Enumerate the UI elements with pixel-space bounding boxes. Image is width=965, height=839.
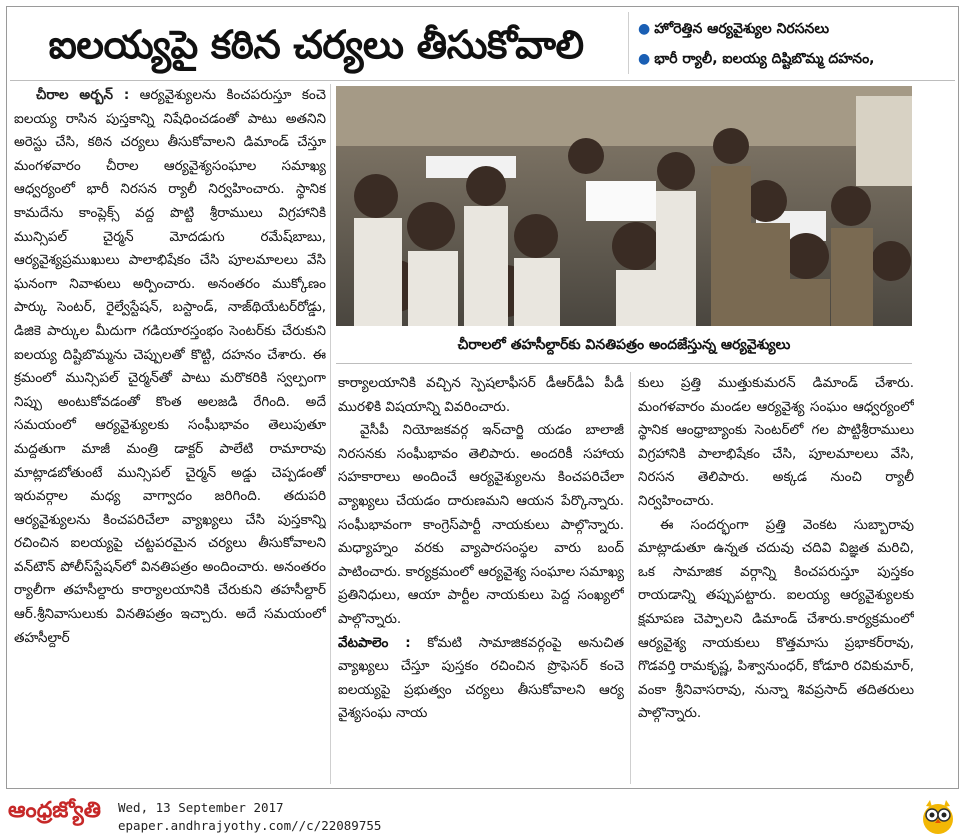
news-photo [336,86,912,326]
subhead-2-text: భారీ ర్యాలీ, ఐలయ్య దిష్టిబొమ్మ దహనం, [654,51,875,67]
protest-crowd-image [336,86,912,326]
vetapalem-subhead: వేటపాలెం : [338,634,411,651]
footer-date: Wed, 13 September 2017 [118,800,284,815]
headline-divider [628,12,629,74]
dateline: చీరాల అర్బన్ : [36,87,130,103]
column-3-para-1: కులు ప్రత్తి ముత్తుకుమరన్ డిమాండ్ చేశారు. మంగళవారం మండల ఆర్యవైశ్య సంఘం ఆధ్వర్యంలో స్థానిక ఆంధ్రాబ్యాంకు సెంటర్‌లో గల పొట్టిశ్రీరాములు విగ్రహానికి పాలాభిషేకం చేసి, పూలమాలలు వేసి, నిరసన తెలిపారు. అక్కడ నుంచి ర్యాలీ నిర్వహించారు. [638,375,914,509]
footer [0,794,965,839]
caption-rule [336,363,912,364]
subhead-1-text: హోరెత్తిన ఆర్యవైశ్యుల నిరసనలు [654,21,830,37]
column-1-text: ఆర్యవైశ్యులను కించపరుస్తూ కంచె ఐలయ్య రాసిన పుస్తకాన్ని నిషేధించడంతో పాటు అతనిని అరెస్టు చేసి, కఠిన చర్యలు తీసుకోవాలని డిమాండ్ చేస్తూ మంగళవారం చీరాల ఆర్యవైశ్యసంఘాల సమాఖ్య ఆధ్వర్యంలో భారీ నిరసన ర్యాలీ నిర్వహించారు. స్థానిక కామదేను కాంప్లెక్స్ వద్ద పొట్టి శ్రీరాములు విగ్రహానికి మున్సిపల్ చైర్మన్ మోదడుగు రమేష్‌బాబు, ఆర్యవైశ్యప్రముఖులు పాలాభిషేకం చేసి పూలమాలలు వేసి ఘనంగా నివాళులు అర్పించారు. అనంతరం ముక్కోణం పార్కు సెంటర్, రైల్వేస్టేషన్, బస్టాండ్, నాజ్‌థియేటర్‌రోడ్డు, డిజికె పార్కుల మీదుగా గడియారస్తంభం సెంటర్‌కు చేరుకుని ఐలయ్య దిష్టిబొమ్మను చెప్పులతో కొట్టి, దహనం చేశారు. ఈ క్రమంలో మున్సిపల్ చైర్మన్‌తో పాటు మరొకరికి స్వల్పంగా నిప్పు అంటుకోవడంతో కొంత అలజడి రేగింది. అదే సమయంలో ఆర్యవైశ్యులకు సంఘీభావం తెలుపుతూ మద్దతుగా మాజీ మంత్రి డాక్టర్ పాలేటి రామారావు మాట్లాడబోతుంటే మున్సిపల్ చైర్మన్ అడ్డు చెప్పడంతో ఇరువర్గాల మధ్య వాగ్వాదం జరిగింది. తదుపరి ఆర్యవైశ్యులను కించపరిచేలా వ్యాఖ్యలు చేసి పుస్తకాన్ని రచించిన ఐలయ్యపై చట్టపరమైన చర్యలు తీసుకోవాలని వన్‌టౌన్ పోలీస్‌స్టేషన్‌లో వినతిపత్రం అందించారు. అనంతరం ర్యాలీగా తహసీల్దారు కార్యాలయానికి చేరుకుని తహసీల్దార్ ఆర్.శ్రీనివాసులుకు వినతిపత్రం ఇచ్చారు. అదే సమయంలో తహసీల్దార్ [14,87,326,646]
headline-rule [10,80,955,81]
subhead-1 [638,18,958,40]
column-divider [630,372,631,784]
andhrajyothy-logo: ఆంధ్రజ్యోతి [8,798,101,823]
photo-caption: చీరాలలో తహసీల్దార్‌కు వినతిపత్రం అందజేస్తున్న ఆర్యవైశ్యులు [457,337,791,353]
headline: ఐలయ్యపై కఠిన చర్యలు తీసుకోవాలి [48,23,584,68]
column-2-para-2: వైసీపీ నియోజకవర్గ ఇన్‌చార్జి యడం బాలాజీ నిరసనకు సంఘీభావం తెలిపారు. అందరికీ సహాయ సహకారాలు అందించే ఆర్యవైశ్యులను కించపరిచేలా వ్యాఖ్యలు చేయడం దారుణమని ఆయన పేర్కొన్నారు. సంఘీభావంగా కాంగ్రెస్‌పార్టీ నాయకులు పాల్గొన్నారు. మధ్యాహ్నం వరకు వ్యాపారసంస్థల వారు బంద్ పాటించారు. కార్యక్రమంలో ఆర్యవైశ్య సంఘాల సమాఖ్య ప్రతినిధులు, ఆయా పార్టీల నాయకులు పెద్ద సంఖ్యలో పాల్గొన్నారు. [338,422,624,627]
column-2-para-1: కార్యాలయానికి వచ్చిన స్పెషలాఫీసర్ డీఆర్‌డీఏ పీడీ మురళికి విషయాన్ని వివరించారు. [338,375,624,415]
column-divider [330,84,331,784]
subhead-2 [638,48,958,70]
column-2 [338,372,624,784]
column-2-para-3: కోమటి సామాజికవర్గంపై అనుచిత వ్యాఖ్యలు చేస్తూ పుస్తకం రచించిన ప్రొఫెసర్ కంచె ఐలయ్యపై ప్రభుత్వం చర్యలు తీసుకోవాలని ఆర్య వైశ్యసంఘ నాయ [338,634,624,722]
column-1 [14,84,326,784]
owl-icon [918,796,958,836]
bullet-icon: ● [638,21,651,37]
bullet-icon: ● [638,51,651,67]
footer-url[interactable]: epaper.andhrajyothy.com//c/22089755 [118,818,382,833]
column-3 [638,372,914,784]
column-3-para-2: ఈ సందర్భంగా ప్రత్తి వెంకట సుబ్బారావు మాట్లాడుతూ ఉన్నత చదువు చదివి విజ్ఞత మరిచి, ఒక సామాజిక వర్గాన్ని కించపరుస్తూ పుస్తకం రాయడాన్ని తప్పుపట్టారు. ఐలయ్య ఆర్యవైశ్యులకు క్షమాపణ చెప్పాలని డిమాండ్ చేశారు.కార్యక్రమంలో ఆర్యవైశ్య నాయకులు కొత్తమాసు ప్రభాకర్‌రావు, గొడవర్తి రామకృష్ణ, పిశ్వానుంధర్, కోడూరి రవికుమార్, వంకా శ్రీనివాసరావు, నున్నా శివప్రసాద్ తదితరులు పాల్గొన్నారు. [638,516,914,722]
